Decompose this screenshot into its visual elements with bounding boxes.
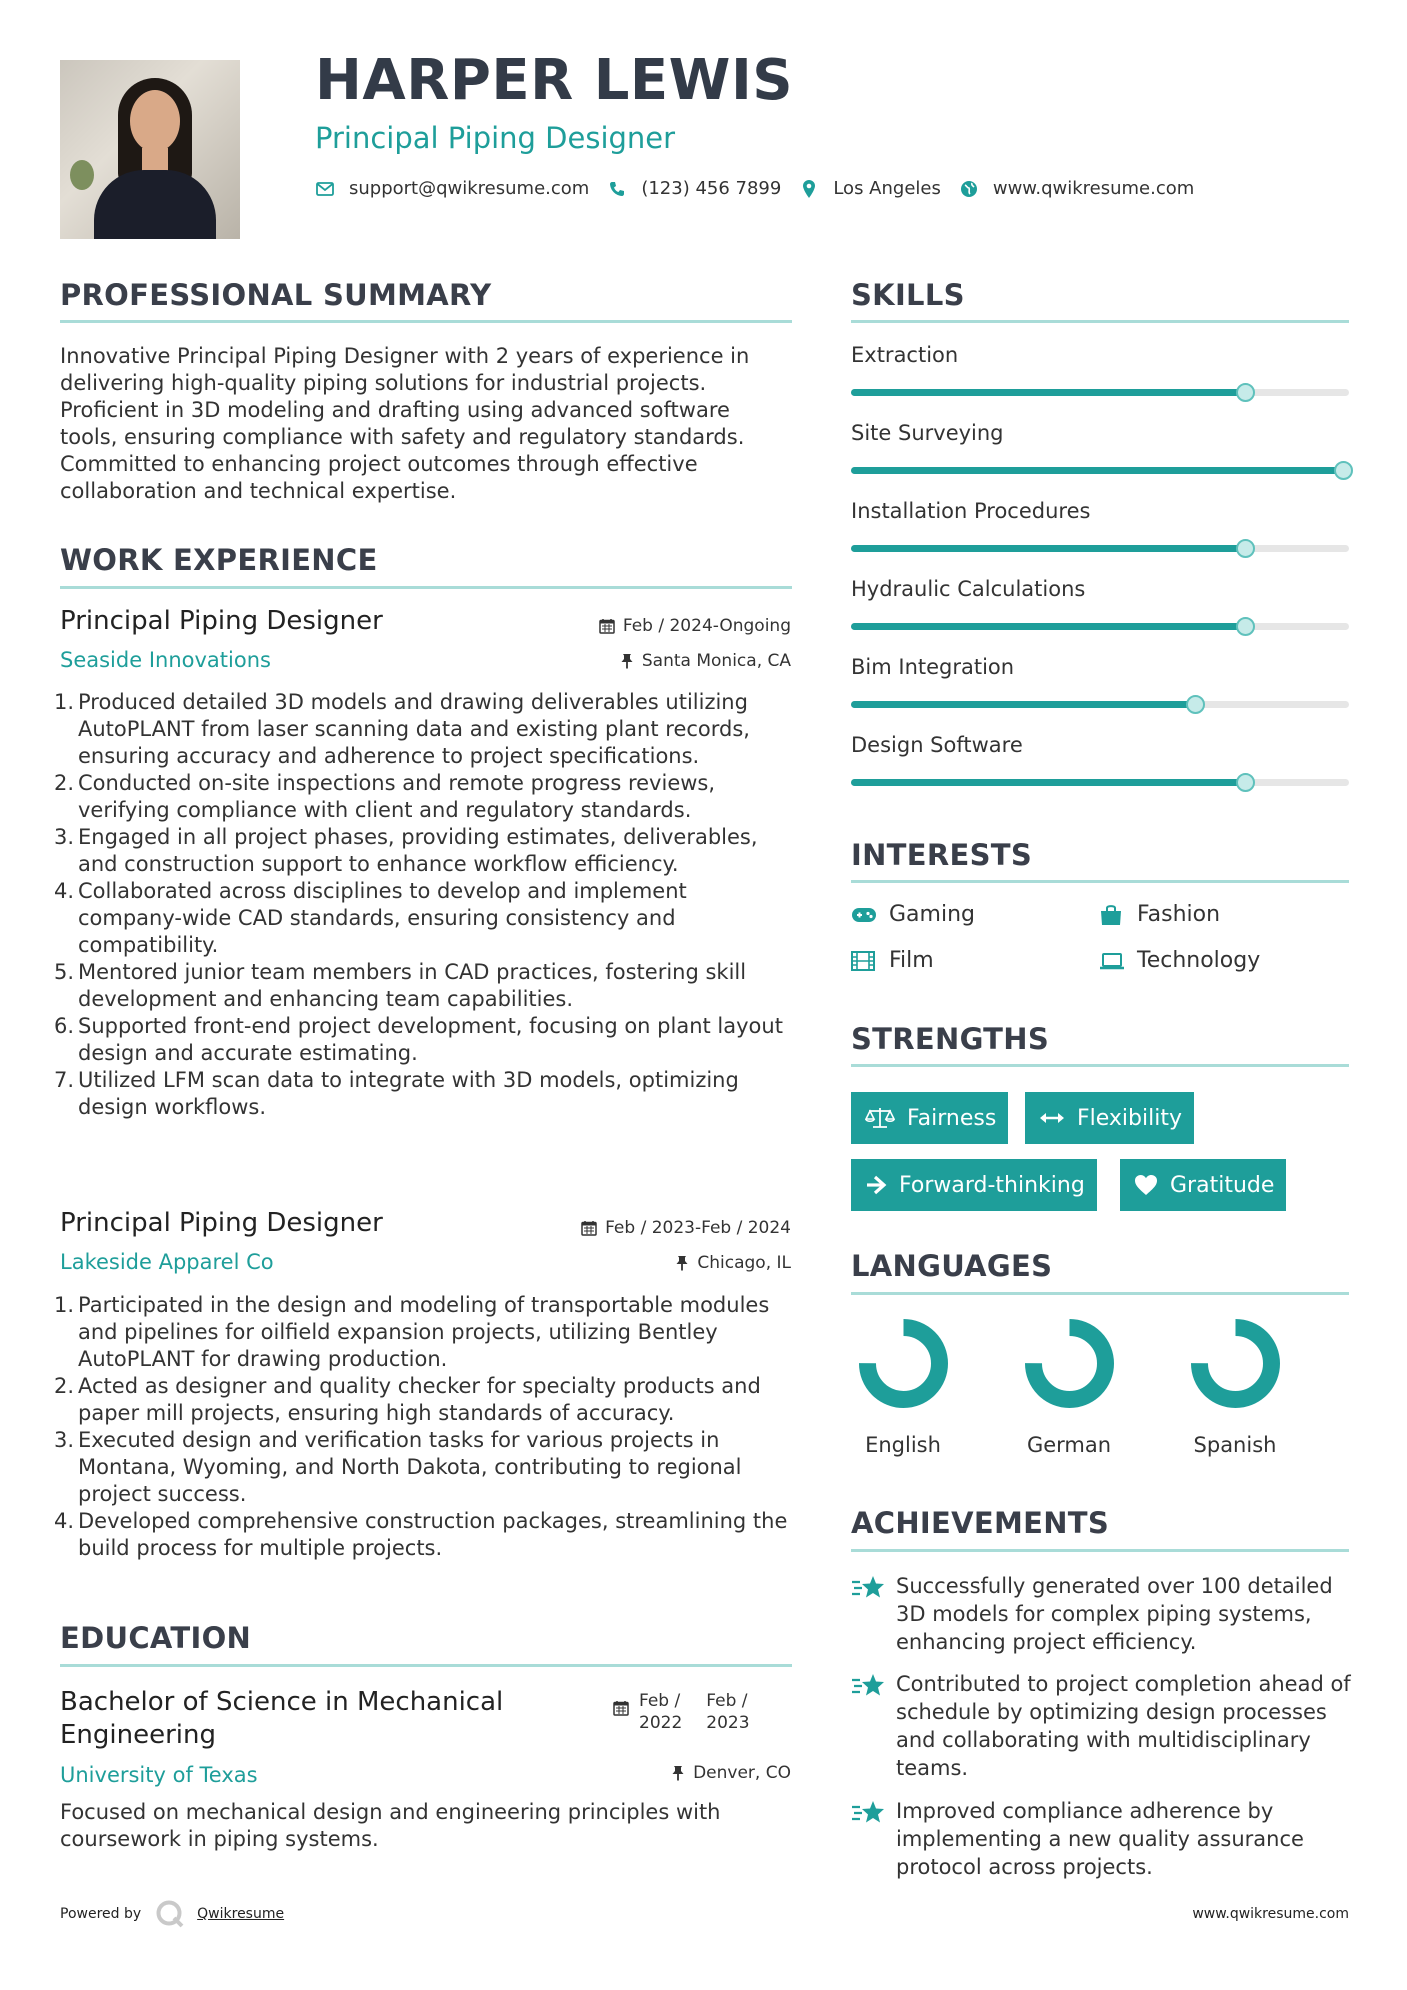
skill-label: Site Surveying [851,421,1004,445]
skill-bar-knob [1236,617,1255,636]
job-title: Principal Piping Designer [60,1208,383,1238]
shooting-star-icon [851,1799,885,1831]
language-label: German [1026,1433,1112,1457]
skill-bar-fill [851,623,1245,630]
phone-text: (123) 456 7899 [641,178,782,199]
job-location [675,1253,791,1273]
job-location-text: Chicago, IL [697,1253,791,1273]
skill-bar-knob [1236,383,1255,402]
strengths-divider [851,1064,1349,1067]
list-item: Mentored junior team members in CAD practices, fostering skill development and enhancing team capabilities. [78,960,747,1011]
interests-heading: INTERESTS [851,838,1033,872]
website-text: www.qwikresume.com [992,178,1195,199]
strength-label: Flexibility [1077,1105,1182,1131]
skill-bar-knob [1186,695,1205,714]
map-pin-icon [799,179,819,199]
job-title: Principal Piping Designer [60,606,383,636]
interest-gaming [851,902,975,927]
powered-by-text: Powered by [60,1906,142,1922]
summary-heading: PROFESSIONAL SUMMARY [60,278,492,312]
skill-bar-knob [1236,773,1255,792]
phone-icon [607,179,627,199]
job-company: Seaside Innovations [60,648,271,672]
interest-label: Film [889,948,934,973]
language-item [1004,1318,1134,1457]
education-location [671,1763,791,1783]
strength-label: Gratitude [1170,1172,1275,1198]
envelope-icon [315,179,335,199]
globe-icon [959,179,979,199]
pushpin-icon [671,1765,685,1781]
contact-location [799,178,941,199]
list-item: Produced detailed 3D models and drawing deliverables utilizing AutoPLANT from laser scanning data and existing plant records, ensuring accuracy and adherence to project specifications. [78,690,750,768]
list-item: Developed comprehensive construction packages, streamlining the build process for multiple projects. [78,1509,788,1560]
job-date [599,616,791,636]
education-heading: EDUCATION [60,1621,252,1655]
strengths-heading: STRENGTHS [851,1022,1050,1056]
language-item [838,1318,968,1457]
list-item: Engaged in all project phases, providing estimates, deliverables, and construction support to enhance workflow efficiency. [78,825,758,876]
interest-fashion [1099,902,1220,927]
edu-start-month: Feb / [639,1691,681,1711]
strength-badge-flexibility [1025,1092,1194,1144]
job-date-text: Feb / 2024-Ongoing [622,616,791,636]
footer-url[interactable]: www.qwikresume.com [1192,1906,1349,1922]
achievements-divider [851,1549,1349,1552]
language-label: Spanish [1193,1433,1277,1457]
degree-title-line: Engineering [60,1720,216,1750]
skill-bar-fill [851,467,1343,474]
interest-label: Fashion [1137,902,1221,927]
arrow-right-icon [865,1175,887,1195]
skill-label: Extraction [851,343,959,367]
job-location-text: Santa Monica, CA [641,651,791,671]
skill-bar-fill [851,701,1195,708]
skill-label: Installation Procedures [851,499,1091,523]
skill-label: Hydraulic Calculations [851,577,1086,601]
list-item: Utilized LFM scan data to integrate with 3D models, optimizing design workflows. [78,1068,739,1119]
skill-bar-track [851,545,1349,552]
email-text: support@qwikresume.com [349,178,590,199]
arrows-horizontal-icon [1039,1111,1065,1125]
interest-film [851,948,934,973]
contact-phone[interactable] [607,178,781,199]
strength-badge-forward-thinking [851,1159,1097,1211]
list-item: Acted as designer and quality checker for specialty products and paper mill projects, ensuring high standards of accuracy. [78,1374,761,1425]
skills-heading: SKILLS [851,278,965,312]
skill-label: Bim Integration [851,655,1015,679]
achievement-item [851,1572,1351,1656]
qwikresume-logo-icon [155,1899,185,1929]
skill-bar-fill [851,545,1245,552]
pushpin-icon [675,1255,689,1271]
job-date [581,1218,791,1238]
achievement-text: Contributed to project completion ahead of schedule by optimizing design processes and collaborating with multidisciplinary teams. [896,1672,1351,1780]
language-ring [1024,1318,1115,1409]
candidate-name: HARPER LEWIS [315,48,794,113]
calendar-icon [581,1220,597,1236]
skill-bar-fill [851,779,1245,786]
degree-title [60,1686,503,1752]
language-ring [1190,1318,1281,1409]
contact-website[interactable] [959,178,1194,199]
strength-badge-gratitude [1120,1159,1286,1211]
achievement-text: Successfully generated over 100 detailed 3D models for complex piping systems, enhancing project efficiency. [896,1574,1333,1654]
school-name: University of Texas [60,1763,258,1787]
education-location-text: Denver, CO [693,1763,791,1783]
footer-powered-by [60,1899,284,1929]
list-item: Conducted on-site inspections and remote progress reviews, verifying compliance with client and regulatory standards. [78,771,716,822]
heart-icon [1134,1174,1158,1196]
contact-email[interactable] [315,178,589,199]
list-item: Participated in the design and modeling of transportable modules and pipelines for oilfield expansion projects, utilizing Bentley AutoPLANT for drawing production. [78,1293,770,1371]
job-bullets [78,1292,794,1562]
shopping-bag-icon [1099,904,1127,926]
language-ring [858,1318,949,1409]
shooting-star-icon [851,1574,885,1606]
achievement-item [851,1670,1351,1782]
education-divider [60,1664,792,1667]
job-company: Lakeside Apparel Co [60,1250,274,1274]
interest-technology [1099,948,1260,973]
list-item: Executed design and verification tasks for various projects in Montana, Wyoming, and North Dakota, contributing to regional project success. [78,1428,742,1506]
achievement-item [851,1797,1351,1881]
degree-title-line: Bachelor of Science in Mechanical [60,1687,504,1717]
skill-label: Design Software [851,733,1023,757]
strength-label: Fairness [907,1105,997,1131]
skill-bar-fill [851,389,1245,396]
language-label: English [865,1433,941,1457]
skill-bar-track [851,701,1349,708]
job-location [620,651,791,671]
shooting-star-icon [851,1672,885,1704]
experience-heading: WORK EXPERIENCE [60,543,378,577]
edu-end-month: Feb / [706,1691,748,1711]
summary-text: Innovative Principal Piping Designer with 2 years of experience in delivering high-quality piping solutions for industrial projects. Proficient in 3D modeling and drafting using advanced software tools, ensuring compliance with safety and regulatory standards. Committed to enhancing project outcomes through effective collaboration and technical expertise. [60,344,750,503]
language-item [1170,1318,1300,1457]
achievement-text: Improved compliance adherence by implementing a new quality assurance protocol across projects. [896,1799,1304,1879]
gamepad-icon [851,904,879,926]
interests-divider [851,880,1349,883]
contact-bar [315,178,1212,199]
edu-start-year: 2022 [639,1713,683,1733]
strength-label: Forward-thinking [899,1172,1085,1198]
balance-scale-icon [865,1106,895,1130]
skill-bar-track [851,623,1349,630]
languages-heading: LANGUAGES [851,1249,1053,1283]
film-icon [851,950,879,972]
experience-divider [60,586,792,589]
strength-badge-fairness [851,1092,1008,1144]
candidate-title: Principal Piping Designer [315,121,676,155]
pushpin-icon [620,653,634,669]
laptop-icon [1099,950,1127,972]
skill-bar-knob [1236,539,1255,558]
skill-bar-track [851,467,1349,474]
profile-photo [60,60,240,239]
job-bullets [78,689,794,1121]
list-item: Supported front-end project development, focusing on plant layout design and accurate estimating. [78,1014,783,1065]
summary-divider [60,320,792,323]
skill-bar-track [851,779,1349,786]
skills-divider [851,320,1349,323]
edu-end-year: 2023 [706,1713,750,1733]
calendar-icon [613,1700,629,1734]
interest-label: Technology [1137,948,1261,973]
education-description: Focused on mechanical design and engineering principles with coursework in piping systems. [60,1800,721,1851]
education-date [613,1690,750,1734]
list-item: Collaborated across disciplines to develop and implement company-wide CAD standards, ensuring consistency and compatibility. [78,879,687,957]
interest-label: Gaming [889,902,975,927]
skill-bar-track [851,389,1349,396]
footer-brand-link[interactable]: Qwikresume [197,1906,285,1922]
skill-bar-knob [1334,461,1353,480]
calendar-icon [599,618,615,634]
languages-divider [851,1292,1349,1295]
job-date-text: Feb / 2023-Feb / 2024 [605,1218,791,1238]
location-text: Los Angeles [833,178,941,199]
achievements-heading: ACHIEVEMENTS [851,1506,1110,1540]
